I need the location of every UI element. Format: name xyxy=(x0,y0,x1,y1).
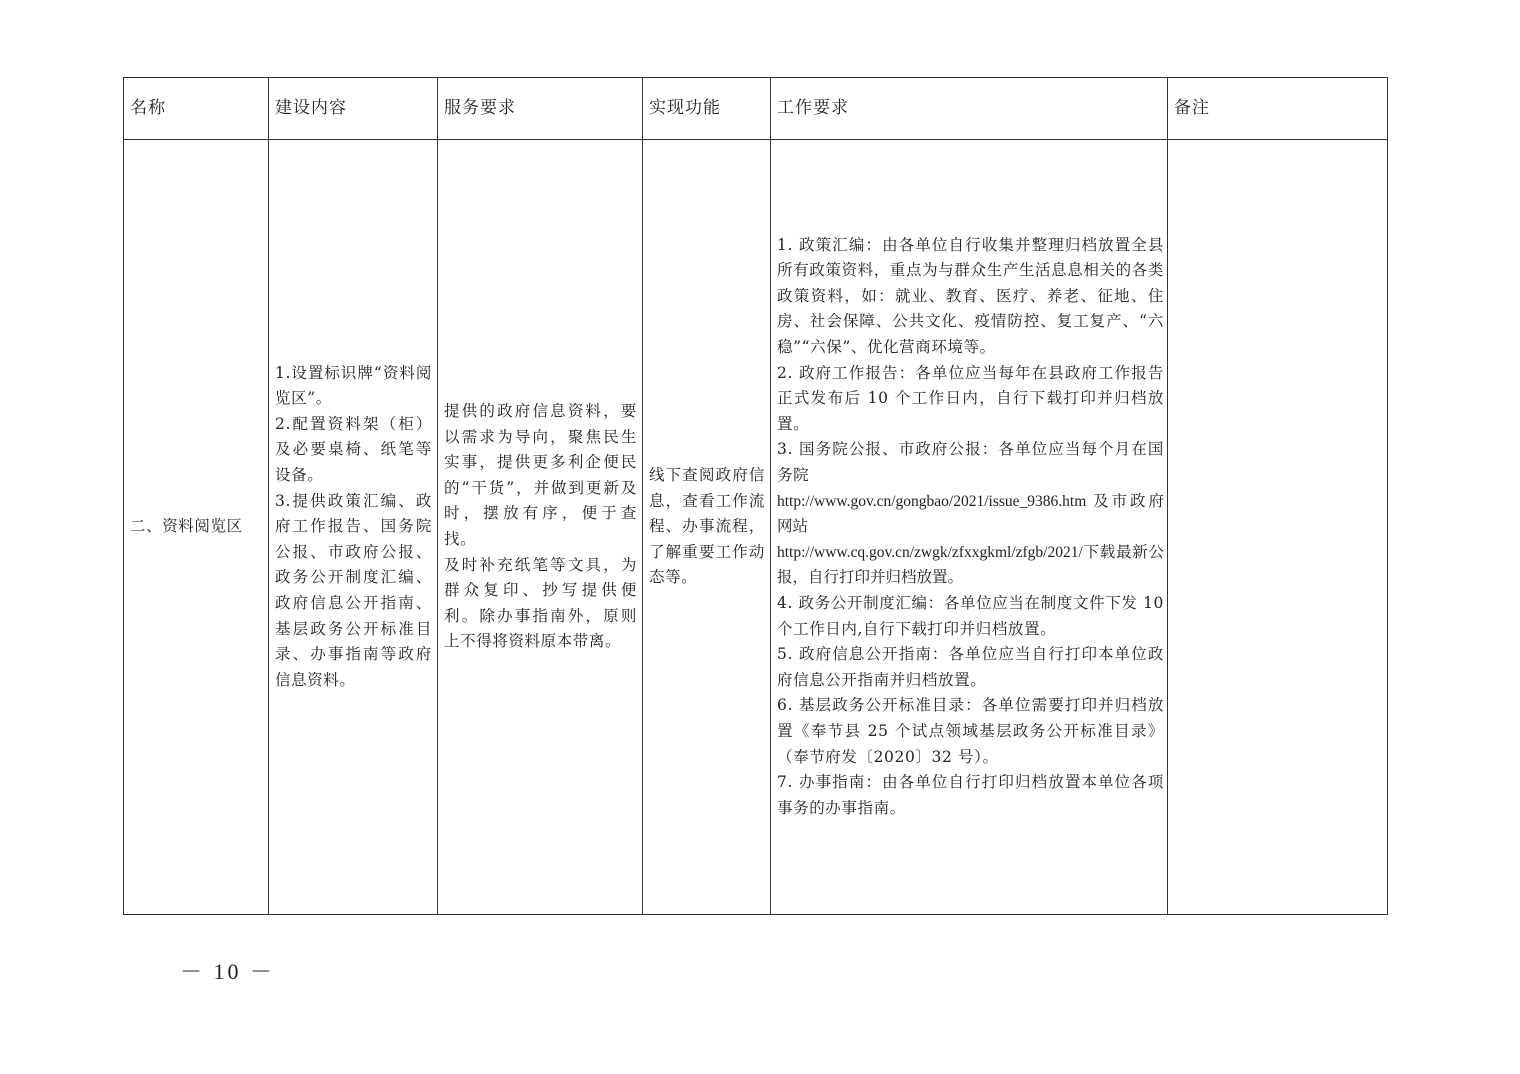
construction-item: 2.配置资料架（柜）及必要桌椅、纸笔等设备。 xyxy=(275,414,432,485)
work-url-item: http://www.cq.gov.cn/zwgk/zfxxgkml/zfgb/2021/下载最新公报，自行打印并归档放置。 xyxy=(777,543,1164,587)
header-service: 服务要求 xyxy=(438,78,643,140)
function-text: 线下查阅政府信息，查看工作流程、办事流程，了解重要工作动态等。 xyxy=(649,466,765,587)
cell-remarks xyxy=(1168,140,1388,915)
cell-construction xyxy=(269,140,438,915)
header-row xyxy=(124,78,1388,140)
header-name: 名称 xyxy=(124,78,269,140)
table-header xyxy=(124,78,1388,140)
row-name: 二、资料阅览区 xyxy=(130,517,243,536)
cell-work xyxy=(771,140,1168,915)
table-row xyxy=(124,140,1388,915)
cell-function xyxy=(643,140,771,915)
construction-item: 1.设置标识牌“资料阅览区”。 xyxy=(275,363,432,408)
work-item: 4. 政务公开制度汇编：各单位应当在制度文件下发 10 个工作日内,自行下载打印并归档放置。 xyxy=(777,593,1170,638)
work-url-item: http://www.gov.cn/gongbao/2021/issue_9386.htm 及市政府网站 xyxy=(777,492,1164,536)
work-item: 5. 政府信息公开指南：各单位应当自行打印本单位政府信息公开指南并归档放置。 xyxy=(777,645,1164,689)
header-remarks: 备注 xyxy=(1168,78,1388,140)
header-construction: 建设内容 xyxy=(269,78,438,140)
work-item: 1. 政策汇编：由各单位自行收集并整理归档放置全县所有政策资料，重点为与群众生产生活息息相关的各类政策资料，如：就业、教育、医疗、养老、征地、住房、社会保障、公共文化、疫情防控、复工复产、“六稳”“六保”、优化营商环境等。 xyxy=(777,235,1164,357)
work-item: 3. 国务院公报、市政府公报：各单位应当每个月在国务院 xyxy=(777,440,1164,485)
policy-table xyxy=(123,77,1388,915)
work-item: 7. 办事指南：由各单位自行打印归档放置本单位各项事务的办事指南。 xyxy=(777,773,1164,817)
construction-item: 3.提供政策汇编、政府工作报告、国务院公报、市政府公报、政务公开制度汇编、政府信息公开指南、基层政务公开标准目录、办事指南等政府信息资料。 xyxy=(275,491,432,689)
cell-service xyxy=(438,140,643,915)
service-item: 及时补充纸笔等文具，为群众复印、抄写提供便利。除办事指南外，原则上不得将资料原本带离。 xyxy=(444,555,637,651)
cell-name xyxy=(124,140,269,915)
work-item: 2. 政府工作报告：各单位应当每年在县政府工作报告正式发布后 10 个工作日内，自行下载打印并归档放置。 xyxy=(777,363,1164,433)
header-work: 工作要求 xyxy=(771,78,1168,140)
page-number: － 10 － xyxy=(180,959,276,984)
work-item: 6. 基层政务公开标准目录：各单位需要打印并归档放置《奉节县 25 个试点领域基层政务公开标准目录》（奉节府发〔2020〕32 号）。 xyxy=(777,696,1164,766)
service-item: 提供的政府信息资料，要以需求为导向，聚焦民生实事，提供更多利企便民的“干货”，并做到更新及时，摆放有序，便于查找。 xyxy=(444,402,637,548)
header-function: 实现功能 xyxy=(643,78,771,140)
table-body xyxy=(124,140,1388,915)
